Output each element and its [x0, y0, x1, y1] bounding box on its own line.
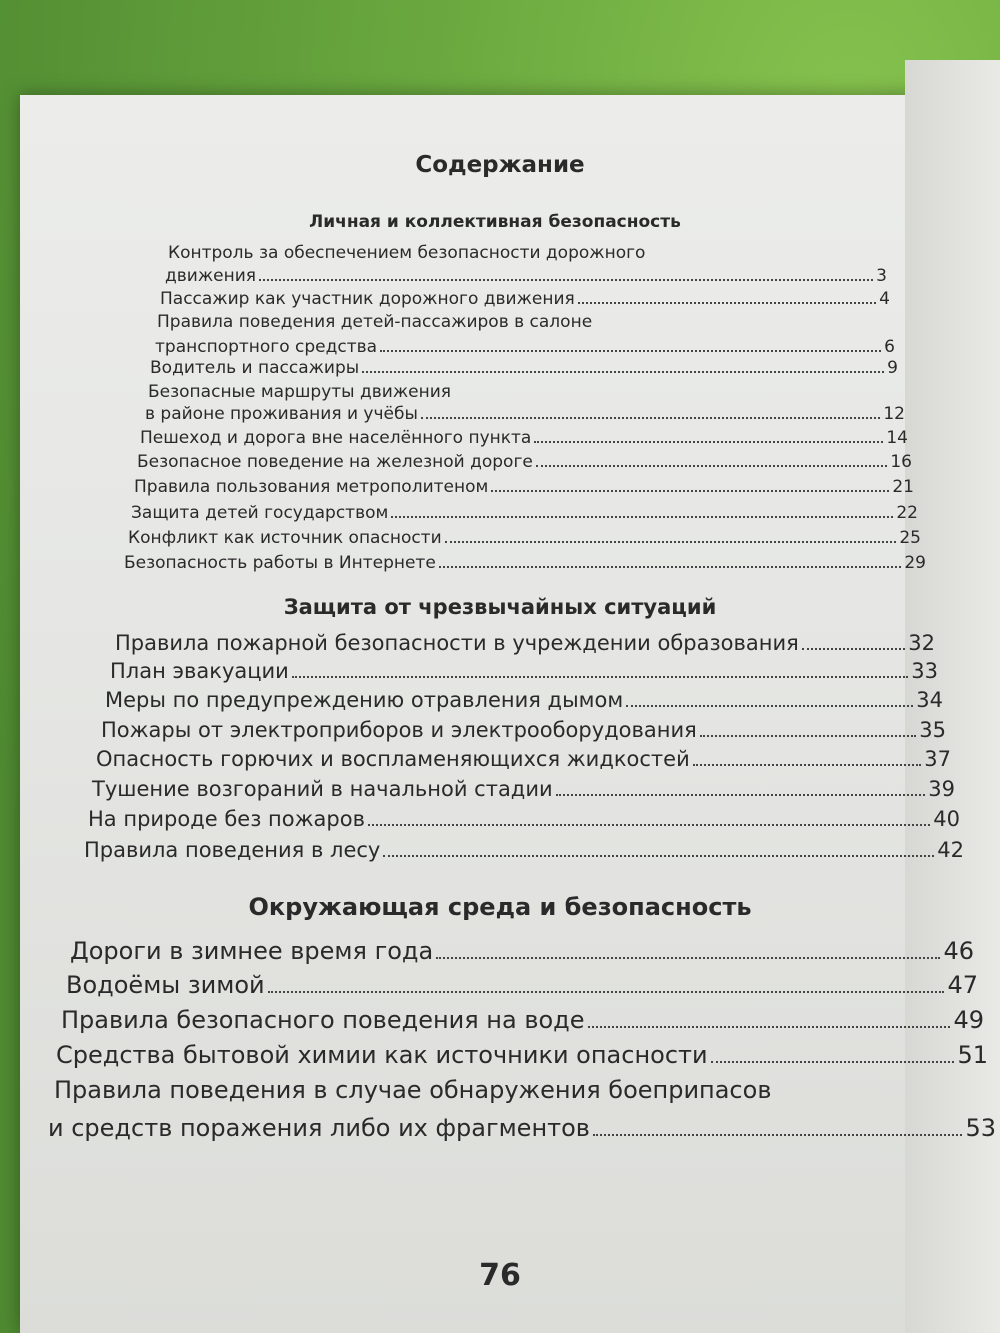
toc-page-number: 40 [933, 807, 960, 831]
leader-dots [380, 340, 881, 352]
leader-dots [802, 635, 906, 650]
toc-entry-text: Водоёмы зимой [66, 971, 265, 999]
toc-entry [165, 266, 887, 286]
toc-entry-text: Средства бытовой химии как источники опасности [56, 1041, 708, 1069]
leader-dots [711, 1047, 955, 1063]
toc-entry [66, 971, 978, 999]
toc-page-number: 35 [919, 718, 946, 742]
toc-page-number: 46 [943, 937, 974, 965]
toc-entry-text: Конфликт как источник опасности [128, 528, 442, 548]
leader-dots [534, 431, 883, 443]
section-title-emergencies: Защита от чрезвычайных ситуаций [283, 595, 717, 619]
toc-page-number: 14 [886, 428, 908, 448]
leader-dots [556, 781, 926, 796]
toc-entry-text: Пассажир как участник дорожного движения [160, 289, 575, 309]
toc-entry [48, 1114, 996, 1142]
toc-entry-line: Безопасные маршруты движения [148, 382, 451, 402]
toc-page-number: 37 [924, 747, 951, 771]
leader-dots [593, 1120, 963, 1136]
toc-entry-text: Водитель и пассажиры [150, 358, 360, 378]
leader-dots [445, 531, 897, 543]
section-title-environment: Окружающая среда и безопасность [248, 893, 752, 921]
leader-dots [626, 692, 913, 707]
toc-entry-text: План эвакуации [110, 659, 289, 683]
toc-entry [110, 659, 938, 683]
toc-entry-text: движения [165, 266, 256, 286]
toc-entry-text: Безопасность работы в Интернете [124, 553, 436, 573]
toc-entry-text: Безопасное поведение на железной дороге [137, 452, 533, 472]
toc-entry-text: Правила пожарной безопасности в учреждении образования [115, 631, 799, 655]
toc-entry [115, 631, 935, 655]
leader-dots [292, 663, 908, 678]
toc-entry [134, 477, 914, 497]
toc-page-number: 3 [876, 266, 887, 286]
toc-entry [137, 452, 912, 472]
toc-entry [92, 777, 955, 801]
toc-entry [140, 428, 908, 448]
toc-entry-text: Правила поведения в лесу [84, 838, 381, 862]
toc-entry-text: Пешеход и дорога вне населённого пункта [140, 428, 532, 448]
leader-dots [268, 977, 945, 993]
leader-dots [383, 842, 934, 857]
toc-entry-line: Правила поведения в случае обнаружения боеприпасов [54, 1076, 772, 1104]
toc-entry-text: Правила пользования метрополитеном [134, 477, 489, 497]
toc-page-number: 6 [884, 337, 895, 357]
toc-entry-text: Меры по предупреждению отравления дымом [105, 688, 624, 712]
leader-dots [362, 361, 884, 373]
toc-entry [160, 289, 890, 309]
leader-dots [421, 407, 880, 419]
toc-entry [101, 718, 946, 742]
leader-dots [578, 292, 876, 304]
toc-entry-text: Защита детей государством [131, 503, 389, 523]
leader-dots [693, 751, 922, 766]
toc-page-number: 16 [890, 452, 912, 472]
toc-page-number: 49 [953, 1006, 984, 1034]
page-number: 76 [479, 1258, 521, 1293]
leader-dots [536, 455, 888, 467]
toc-page-number: 34 [916, 688, 943, 712]
toc-entry [105, 688, 943, 712]
toc-page-number: 9 [887, 358, 898, 378]
toc-entry [155, 337, 895, 357]
leader-dots [259, 269, 873, 281]
toc-entry-text: Правила безопасного поведения на воде [61, 1006, 585, 1034]
toc-page-number: 53 [965, 1114, 996, 1142]
toc-page-number: 29 [904, 553, 926, 573]
toc-page-number: 25 [899, 528, 921, 548]
leader-dots [700, 722, 916, 737]
toc-entry [124, 553, 926, 573]
toc-page-number: 51 [957, 1041, 988, 1069]
toc-entry-text: Пожары от электроприборов и электрооборудования [101, 718, 697, 742]
toc-page-number: 22 [896, 503, 918, 523]
toc-page-number: 39 [928, 777, 955, 801]
toc-entry-text: Опасность горючих и воспламеняющихся жидкостей [96, 747, 690, 771]
toc-page-number: 12 [883, 404, 905, 424]
toc-entry [70, 937, 974, 965]
section-title-personal-safety: Личная и коллективная безопасность [309, 212, 681, 232]
leader-dots [368, 811, 930, 826]
toc-entry [150, 358, 898, 378]
toc-page-number: 33 [911, 659, 938, 683]
leader-dots [391, 506, 893, 518]
toc-entry [131, 503, 918, 523]
leader-dots [436, 943, 940, 959]
toc-entry [128, 528, 921, 548]
leader-dots [439, 556, 902, 568]
toc-page-number: 21 [892, 477, 914, 497]
page-title: Содержание [415, 152, 585, 178]
toc-page-number: 4 [879, 289, 890, 309]
toc-entry [84, 838, 964, 862]
toc-entry-line: Контроль за обеспечением безопасности дорожного [168, 243, 646, 263]
toc-page-number: 32 [908, 631, 935, 655]
toc-entry-text: Тушение возгораний в начальной стадии [92, 777, 553, 801]
toc-entry [96, 747, 951, 771]
toc-entry [88, 807, 960, 831]
leader-dots [588, 1012, 951, 1028]
toc-entry-text: Дороги в зимнее время года [70, 937, 434, 965]
toc-page-number: 42 [937, 838, 964, 862]
toc-entry [145, 404, 905, 424]
toc-entry [61, 1006, 984, 1034]
leader-dots [491, 480, 889, 492]
toc-entry-text: транспортного средства [155, 337, 378, 357]
toc-entry [56, 1041, 988, 1069]
toc-page-number: 47 [947, 971, 978, 999]
toc-entry-text: На природе без пожаров [88, 807, 365, 831]
toc-entry-text: в районе проживания и учёбы [145, 404, 418, 424]
toc-entry-line: Правила поведения детей-пассажиров в салоне [157, 312, 593, 332]
toc-entry-text: и средств поражения либо их фрагментов [48, 1114, 590, 1142]
